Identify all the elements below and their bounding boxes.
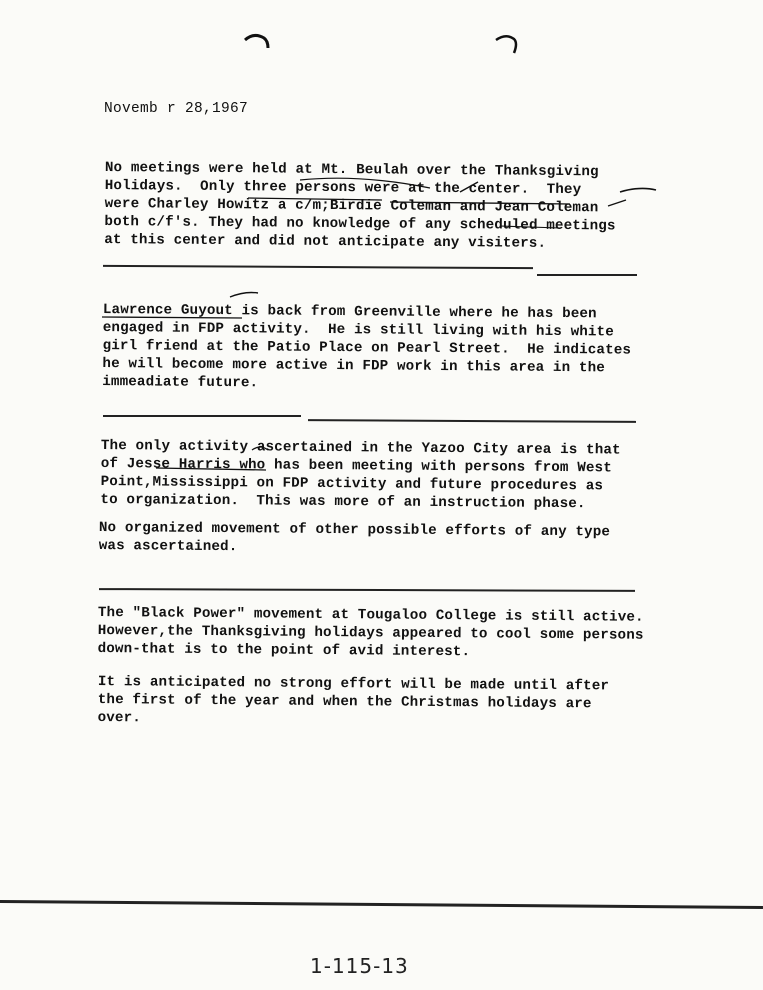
- paragraph-yazoo-city: The only activity ascertained in the Yazoo City area is that of Jesse Harris who has been meeting with persons from West Point,Mississippi on FDP activity and future procedures as to organization. This was more of an instruction phase.: [100, 437, 621, 513]
- name-underlines-1: [100, 170, 660, 230]
- separator-2a: [103, 415, 301, 417]
- separator-3: [99, 588, 635, 592]
- handwritten-page-number: 1-115-13: [310, 954, 409, 978]
- name-underline-3: [100, 440, 300, 480]
- separator-2b: [308, 419, 636, 423]
- paragraph-black-power: The "Black Power" movement at Tougaloo College is still active. However,the Thanksgiving holidays appeared to cool some persons down-that is to the point of avid interest.: [97, 604, 644, 661]
- paragraph-lawrence-guyout: Lawrence Guyout is back from Greenville where he has been engaged in FDP activity. He is still living with his white girl friend at the Patio Place on Pearl Street. He indicates he will become more active in FDP work in this area in the immeadiate future.: [102, 301, 632, 392]
- hole-mark-right: [494, 31, 522, 57]
- separator-1a: [103, 265, 533, 269]
- paragraph-no-movement: No organized movement of other possible efforts of any type was ascertained.: [98, 519, 611, 556]
- hole-mark-left: [242, 30, 272, 52]
- separator-1b: [537, 274, 637, 276]
- document-date: Novemb r 28,1967: [104, 101, 249, 117]
- paragraph-mt-beulah: No meetings were held at Mt. Beulah over the Thanksgiving Holidays. Only three persons were at the center. They were Charley Howitz a c/m;Birdie Coleman and Jean Coleman both c/f's. They had no knowledge of any scheduled meetings at this center and did not anticipate any visiters.: [104, 159, 616, 252]
- paragraph-anticipated: It is anticipated no strong effort will be made until after the first of the year and when the Christmas holidays are over.: [97, 673, 610, 727]
- bottom-edge-line: [0, 900, 763, 909]
- name-underline-2: [100, 285, 260, 325]
